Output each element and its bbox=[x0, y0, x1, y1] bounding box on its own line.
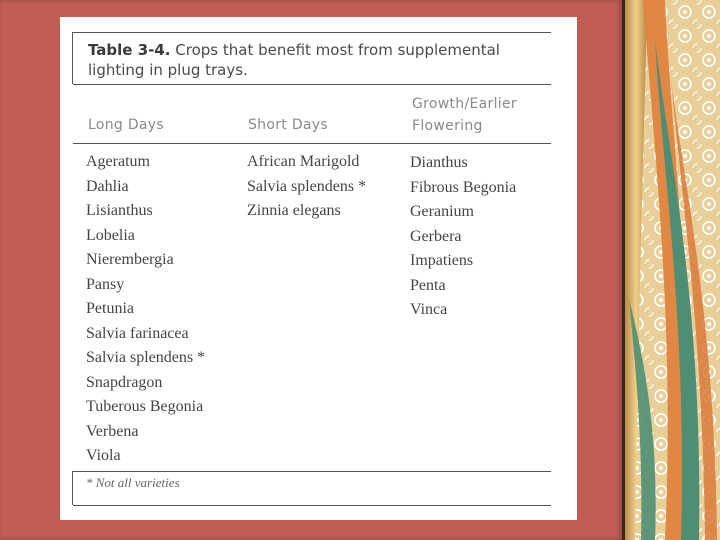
crop-lighting-table bbox=[60, 17, 577, 520]
list-item: Impatiens bbox=[410, 252, 474, 269]
list-item: Fibrous Begonia bbox=[410, 178, 517, 196]
list-item: Lobelia bbox=[86, 226, 135, 244]
list-item: Salvia splendens * bbox=[86, 349, 206, 366]
footer-rule bbox=[73, 471, 551, 472]
list-item: Salvia splendens * bbox=[247, 177, 367, 195]
list-item: Snapdragon bbox=[86, 373, 163, 391]
decorative-side-panel bbox=[622, 0, 720, 540]
table-caption bbox=[88, 40, 548, 80]
table-caption-text: Crops that benefit most from supplemental lighting in plug trays. bbox=[88, 41, 500, 79]
table-caption-label: Table 3-4. bbox=[88, 41, 171, 59]
heading-growth-line2: Flowering bbox=[412, 118, 483, 134]
growth-flowering-list bbox=[410, 151, 516, 323]
list-item: Viola bbox=[86, 447, 121, 464]
left-rule bbox=[72, 32, 73, 84]
heading-growth-earlier-flowering bbox=[412, 93, 517, 137]
list-item: Geranium bbox=[410, 203, 474, 220]
list-item: Salvia farinacea bbox=[86, 324, 189, 342]
long-days-list bbox=[86, 150, 205, 469]
list-item: Lisianthus bbox=[86, 202, 153, 219]
list-item: Tuberous Begonia bbox=[86, 398, 204, 415]
caption-rule bbox=[73, 84, 551, 85]
list-item: Dianthus bbox=[410, 154, 468, 171]
list-item: Zinnia elegans bbox=[247, 202, 341, 219]
list-item: Nierembergia bbox=[86, 251, 174, 268]
bottom-rule bbox=[73, 505, 551, 506]
footer-left-rule bbox=[72, 471, 73, 505]
list-item: Ageratum bbox=[86, 153, 150, 170]
header-rule bbox=[73, 143, 551, 144]
list-item: Gerbera bbox=[410, 227, 462, 245]
list-item: Dahlia bbox=[86, 177, 129, 195]
footnote: * Not all varieties bbox=[86, 475, 180, 490]
heading-short-days: Short Days bbox=[248, 117, 328, 133]
list-item: Pansy bbox=[86, 275, 125, 293]
list-item: Penta bbox=[410, 276, 446, 294]
decorative-pattern-icon bbox=[625, 0, 720, 540]
list-item: Petunia bbox=[86, 300, 134, 317]
heading-growth-line1: Growth/Earlier bbox=[412, 96, 517, 112]
top-rule bbox=[73, 32, 551, 33]
list-item: African Marigold bbox=[247, 153, 360, 170]
heading-long-days: Long Days bbox=[88, 117, 164, 133]
short-days-list bbox=[247, 150, 366, 224]
list-item: Vinca bbox=[410, 301, 448, 318]
list-item: Verbena bbox=[86, 422, 139, 440]
